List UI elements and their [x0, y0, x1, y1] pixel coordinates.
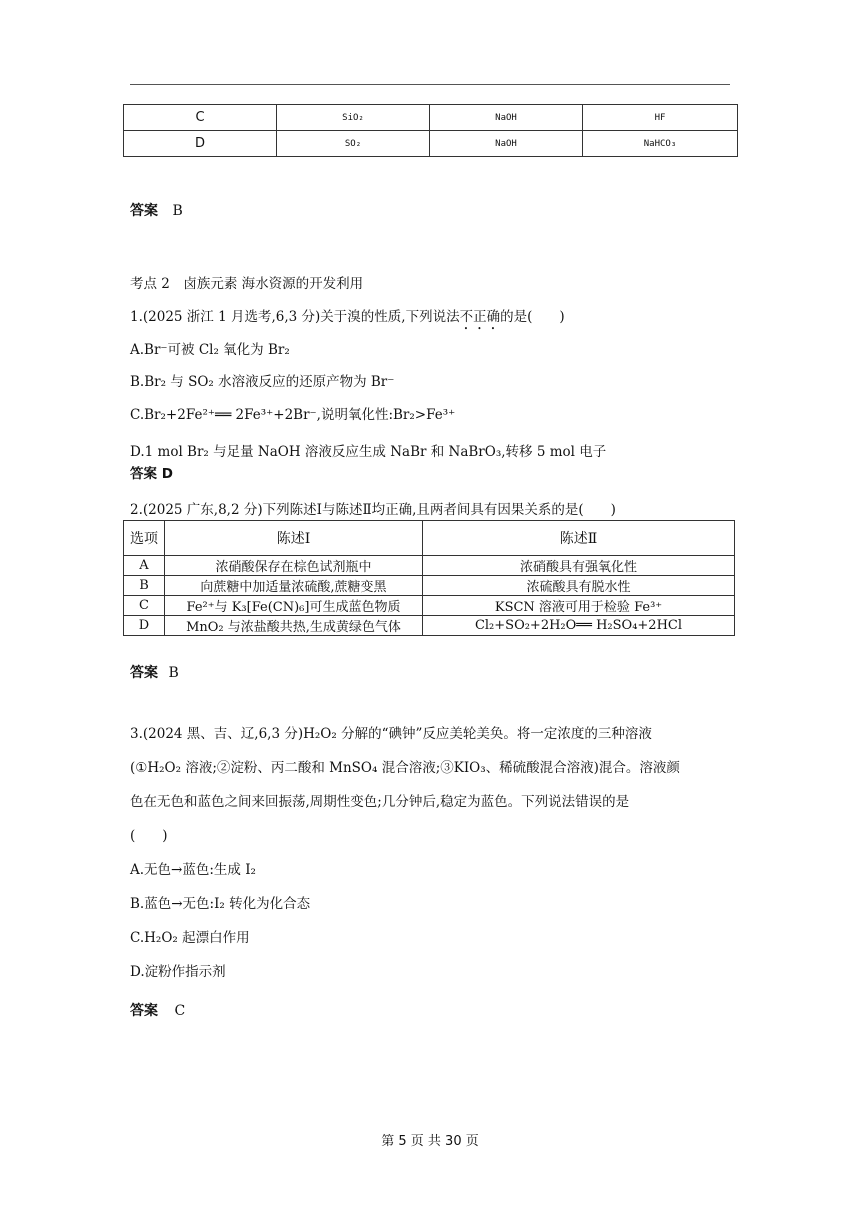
question-3-option-a: A.无色→蓝色:生成 I₂: [130, 862, 256, 878]
question-3-option-c: C.H₂O₂ 起漂白作用: [130, 930, 250, 946]
table-row: [124, 105, 738, 131]
option-label: C: [124, 105, 277, 131]
question-1-stem-a: 1.(2025 浙江 1 月选考,6,3 分)关于溴的性质,下列说法: [130, 309, 460, 325]
answer-line: [130, 200, 183, 220]
table-row: [124, 556, 735, 576]
answer-line: [130, 662, 179, 682]
question-2-stem: 2.(2025 广东,8,2 分)下列陈述Ⅰ与陈述Ⅱ均正确,且两者间具有因果关系的是( ): [130, 502, 616, 518]
table-cell: 浓硝酸具有强氧化性: [423, 556, 735, 576]
table-cell: A: [124, 556, 165, 576]
table-cell: D: [124, 616, 165, 636]
table-cell: C: [124, 596, 165, 616]
table-cell: HF: [583, 105, 738, 131]
question-1-stem-b: 的是( ): [500, 309, 565, 325]
table-cell: Fe²⁺与 K₃[Fe(CN)₆]可生成蓝色物质: [165, 596, 423, 616]
column-header: 陈述Ⅱ: [423, 521, 735, 556]
answer-prefix: 答案: [130, 203, 158, 219]
table-cell: NaOH: [430, 105, 583, 131]
column-header: 选项: [124, 521, 165, 556]
table-cell: B: [124, 576, 165, 596]
table-cell: 浓硝酸保存在棕色试剂瓶中: [165, 556, 423, 576]
answer-value: B: [172, 203, 183, 219]
answer-line: [130, 1000, 185, 1020]
answer-prefix: 答案: [130, 1003, 158, 1019]
question-3-line-4: ( ): [130, 828, 168, 844]
question-3-option-b: B.蓝色→无色:I₂ 转化为化合态: [130, 896, 311, 912]
table-cell: NaOH: [430, 131, 583, 157]
question-1-option-b: B.Br₂ 与 SO₂ 水溶液反应的还原产物为 Br⁻: [130, 374, 395, 390]
question-1-emphasis: 不正确: [459, 309, 501, 325]
answer-value: B: [168, 665, 179, 681]
option-label: D: [124, 131, 277, 157]
header-rule: [130, 84, 730, 85]
answer-prefix: 答案: [130, 665, 158, 681]
section-title: 考点 2 卤族元素 海水资源的开发利用: [130, 276, 364, 292]
table-cell: KSCN 溶液可用于检验 Fe³⁺: [423, 596, 735, 616]
table-row: [124, 576, 735, 596]
question-1-option-c: C.Br₂+2Fe²⁺══ 2Fe³⁺+2Br⁻,说明氧化性:Br₂>Fe³⁺: [130, 407, 456, 423]
table-cell: MnO₂ 与浓盐酸共热,生成黄绿色气体: [165, 616, 423, 636]
option-table-continued: [123, 104, 738, 157]
question-1-option-d: D.1 mol Br₂ 与足量 NaOH 溶液反应生成 NaBr 和 NaBrO₃,转移 5 mol 电子: [130, 444, 607, 460]
table-cell: 向蔗糖中加适量浓硫酸,蔗糖变黑: [165, 576, 423, 596]
table-header-row: [124, 521, 735, 556]
table-row: [124, 131, 738, 157]
answer-value: C: [174, 1003, 186, 1019]
table-cell: SO₂: [277, 131, 430, 157]
question-3-option-d: D.淀粉作指示剂: [130, 964, 226, 980]
statement-table: [123, 520, 735, 636]
page-footer: 第 5 页 共 30 页: [381, 1134, 479, 1149]
table-cell: NaHCO₃: [583, 131, 738, 157]
table-row: [124, 616, 735, 636]
question-3-line-2: (①H₂O₂ 溶液;②淀粉、丙二酸和 MnSO₄ 混合溶液;③KIO₃、稀硫酸混合溶液)混合。溶液颜: [130, 760, 680, 776]
column-header: 陈述Ⅰ: [165, 521, 423, 556]
question-1-stem: [130, 305, 565, 333]
question-1-option-a: A.Br⁻可被 Cl₂ 氧化为 Br₂: [130, 342, 290, 358]
table-row: [124, 596, 735, 616]
table-cell: Cl₂+SO₂+2H₂O══ H₂SO₄+2HCl: [423, 616, 735, 636]
table-cell: 浓硫酸具有脱水性: [423, 576, 735, 596]
question-1-answer: 答案 D: [130, 466, 173, 482]
question-3-line-3: 色在无色和蓝色之间来回振荡,周期性变色;几分钟后,稳定为蓝色。下列说法错误的是: [130, 794, 630, 810]
question-3-line-1: 3.(2024 黑、吉、辽,6,3 分)H₂O₂ 分解的“碘钟”反应美轮美奂。将一定浓度的三种溶液: [130, 726, 652, 742]
table-cell: SiO₂: [277, 105, 430, 131]
